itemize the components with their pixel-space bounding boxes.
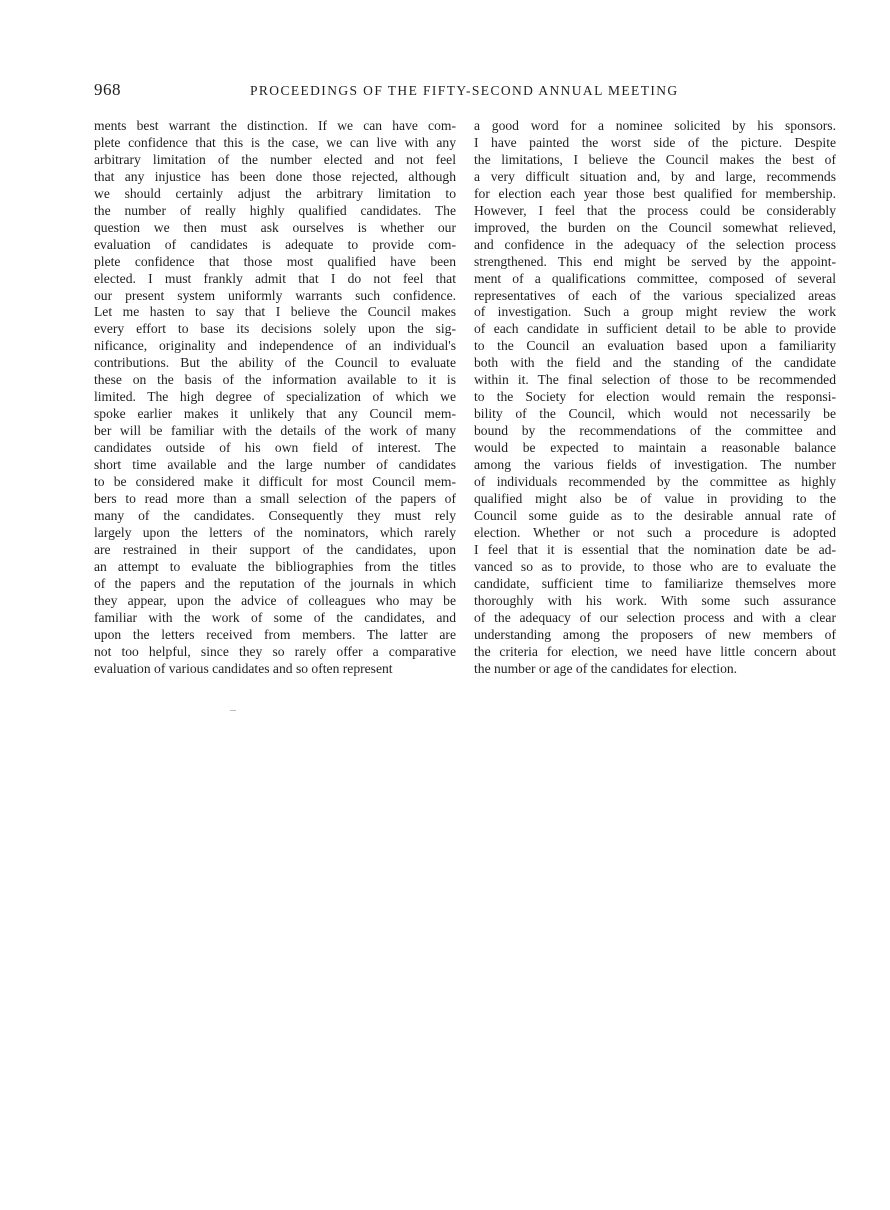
text-line: a very difficult situation and, by and large, recommends bbox=[474, 168, 836, 184]
text-line: to be considered make it difficult for most Council mem- bbox=[94, 474, 456, 490]
column-right bbox=[474, 118, 836, 677]
text-line: candidate, sufficient time to familiarize themselves more bbox=[474, 575, 836, 591]
text-line: of investigation. Such a group might review the work bbox=[474, 304, 836, 320]
text-line: thoroughly with his work. With some such assurance bbox=[474, 592, 836, 608]
text-line: spoke earlier makes it unlikely that any Council mem- bbox=[94, 406, 456, 422]
text-line: every effort to base its decisions solely upon the sig- bbox=[94, 321, 456, 337]
text-line: the criteria for election, we need have little concern about bbox=[474, 643, 836, 659]
text-line: both with the field and the standing of the candidate bbox=[474, 355, 836, 371]
text-line: ments best warrant the distinction. If we can have com- bbox=[94, 118, 456, 133]
text-line: our present system uniformly warrants such confidence. bbox=[94, 287, 456, 303]
text-line: improved, the burden on the Council somewhat relieved, bbox=[474, 219, 836, 235]
text-line: and confidence in the adequacy of the selection process bbox=[474, 236, 836, 252]
text-line: plete confidence that this is the case, we can live with any bbox=[94, 134, 456, 150]
text-line: short time available and the large number of candidates bbox=[94, 457, 456, 473]
text-line: the number of really highly qualified candidates. The bbox=[94, 202, 456, 218]
text-line: we should certainly adjust the arbitrary limitation to bbox=[94, 185, 456, 201]
text-line: familiar with the work of some of the candidates, and bbox=[94, 609, 456, 625]
text-line: bility of the Council, which would not necessarily be bbox=[474, 406, 836, 422]
text-line: many of the candidates. Consequently they must rely bbox=[94, 507, 456, 523]
text-line: evaluation of candidates is adequate to provide com- bbox=[94, 236, 456, 252]
text-line: candidates outside of his own field of interest. The bbox=[94, 440, 456, 456]
text-line: plete confidence that those most qualified have been bbox=[94, 253, 456, 269]
text-line: are restrained in their support of the candidates, upon bbox=[94, 541, 456, 557]
text-line: I have painted the worst side of the picture. Despite bbox=[474, 134, 836, 150]
text-line: election. Whether or not such a procedure is adopted bbox=[474, 524, 836, 540]
text-line: vanced so as to provide, to those who are to evaluate the bbox=[474, 558, 836, 574]
text-line: within it. The final selection of those to be recommended bbox=[474, 372, 836, 388]
text-line: largely upon the letters of the nominators, which rarely bbox=[94, 524, 456, 540]
text-line: nificance, originality and independence of an individual's bbox=[94, 338, 456, 354]
text-line: strengthened. This end might be served by the appoint- bbox=[474, 253, 836, 269]
text-line: ment of a qualifications committee, composed of several bbox=[474, 270, 836, 286]
text-line: the limitations, I believe the Council makes the best of bbox=[474, 151, 836, 167]
text-line: of each candidate in sufficient detail to be able to provide bbox=[474, 321, 836, 337]
text-line: an attempt to evaluate the bibliographies from the titles bbox=[94, 558, 456, 574]
text-line: limited. The high degree of specialization of which we bbox=[94, 389, 456, 405]
text-line: for election each year those best qualified for membership. bbox=[474, 185, 836, 201]
text-line: elected. I must frankly admit that I do not feel that bbox=[94, 270, 456, 286]
text-line: I feel that it is essential that the nomination date be ad- bbox=[474, 541, 836, 557]
text-line: of individuals recommended by the committee as highly bbox=[474, 474, 836, 490]
page-speck bbox=[230, 710, 236, 711]
text-line: would be expected to maintain a reasonable balance bbox=[474, 440, 836, 456]
text-line: qualified might also be of value in providing to the bbox=[474, 490, 836, 506]
text-line: of the adequacy of our selection process and with a clear bbox=[474, 609, 836, 625]
text-line: arbitrary limitation of the number elected and not feel bbox=[94, 151, 456, 167]
column-left bbox=[94, 118, 456, 677]
text-line: Let me hasten to say that I believe the Council makes bbox=[94, 304, 456, 320]
text-line: to the Society for election would remain the responsi- bbox=[474, 389, 836, 405]
running-head: PROCEEDINGS OF THE FIFTY-SECOND ANNUAL MEETING bbox=[250, 83, 679, 98]
text-line: understanding among the proposers of new members of bbox=[474, 626, 836, 642]
text-line: Council some guide as to the desirable annual rate of bbox=[474, 507, 836, 523]
text-line: not too helpful, since they so rarely offer a comparative bbox=[94, 643, 456, 659]
text-line: contributions. But the ability of the Council to evaluate bbox=[94, 355, 456, 371]
text-line: question we then must ask ourselves is whether our bbox=[94, 219, 456, 235]
text-line: bound by the recommendations of the committee and bbox=[474, 423, 836, 439]
text-line: among the various fields of investigation. The number bbox=[474, 457, 836, 473]
text-line: they appear, upon the advice of colleagues who may be bbox=[94, 592, 456, 608]
page-number: 968 bbox=[94, 80, 121, 99]
text-line: evaluation of various candidates and so often represent bbox=[94, 660, 393, 676]
text-line: that any injustice has been done those rejected, although bbox=[94, 168, 456, 184]
text-line: a good word for a nominee solicited by his sponsors. bbox=[474, 118, 836, 133]
text-line: ber will be familiar with the details of the work of many bbox=[94, 423, 456, 439]
text-line: upon the letters received from members. The latter are bbox=[94, 626, 456, 642]
text-line: bers to read more than a small selection of the papers of bbox=[94, 490, 456, 506]
text-line: However, I feel that the process could be considerably bbox=[474, 202, 836, 218]
text-line: these on the basis of the information available to it is bbox=[94, 372, 456, 388]
text-line: representatives of each of the various specialized areas bbox=[474, 287, 836, 303]
text-line: of the papers and the reputation of the journals in which bbox=[94, 575, 456, 591]
text-line: to the Council an evaluation based upon a familiarity bbox=[474, 338, 836, 354]
text-line: the number or age of the candidates for election. bbox=[474, 660, 738, 676]
